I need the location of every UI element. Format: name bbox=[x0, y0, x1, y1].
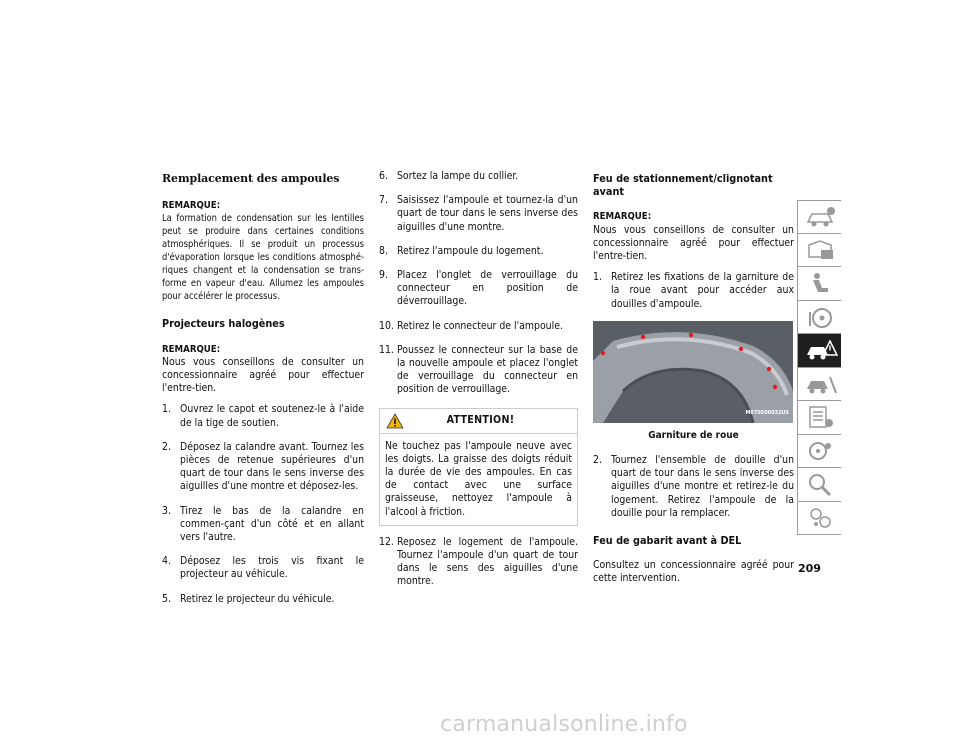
search-index-icon bbox=[804, 471, 838, 498]
caution-title: ATTENTION! bbox=[446, 414, 515, 427]
tab-dashboard[interactable] bbox=[797, 234, 841, 268]
list-item bbox=[379, 170, 578, 183]
tab-emergency[interactable] bbox=[797, 334, 841, 368]
tab-car-info[interactable] bbox=[797, 200, 841, 234]
tab-languages[interactable] bbox=[797, 502, 841, 536]
dashboard-message-icon bbox=[804, 237, 838, 264]
section-heading: Remplacement des ampoules bbox=[162, 172, 340, 185]
list-item bbox=[162, 403, 364, 429]
chapter-tabs bbox=[797, 200, 841, 535]
tab-driving[interactable] bbox=[797, 301, 841, 335]
caution-box bbox=[379, 408, 578, 526]
note-label: REMARQUE: bbox=[162, 343, 221, 355]
step-number: 12. bbox=[379, 535, 394, 548]
step-number: 3. bbox=[162, 504, 171, 517]
column-right bbox=[593, 170, 794, 594]
step-text: Déposez les trois vis fixant le projecteur au véhicule. bbox=[180, 555, 364, 581]
seat-safety-icon bbox=[804, 270, 838, 297]
caution-header bbox=[380, 409, 577, 434]
step-number: 11. bbox=[379, 343, 394, 356]
list-item bbox=[162, 441, 364, 494]
step-text: Tirez le bas de la calandre en commen-çant d'un côté et en allant vers l'autre. bbox=[180, 504, 364, 544]
figure-code: M070500032US bbox=[745, 409, 789, 416]
list-item bbox=[379, 320, 578, 333]
step-list bbox=[593, 454, 794, 520]
figure-caption: Garniture de roue bbox=[648, 429, 739, 441]
column-left bbox=[162, 170, 364, 617]
list-item bbox=[379, 194, 578, 234]
step-number: 1. bbox=[162, 403, 171, 416]
note-text: Nous vous conseillons de consulter un concessionnaire agréé pour effectuer l'entre-tien. bbox=[593, 223, 794, 263]
step-text: Retirez l'ampoule du logement. bbox=[397, 244, 544, 257]
list-item bbox=[379, 536, 578, 589]
step-text: Ouvrez le capot et soutenez-le à l'aide de la tige de soutien. bbox=[180, 403, 364, 429]
step-number: 4. bbox=[162, 555, 171, 568]
step-text: Placez l'onglet de verrouillage du connecteur en position de déverrouillage. bbox=[397, 269, 578, 308]
car-service-icon bbox=[804, 371, 838, 398]
step-number: 9. bbox=[379, 269, 388, 282]
list-item bbox=[379, 245, 578, 258]
emergency-warning-icon bbox=[804, 337, 838, 364]
list-item bbox=[162, 593, 364, 606]
paragraph: Consultez un concessionnaire agréé pour cette intervention. bbox=[593, 559, 794, 585]
section-heading: Feu de stationnement/clignotant avant bbox=[593, 172, 773, 199]
step-number: 10. bbox=[379, 319, 394, 332]
multimedia-icon bbox=[804, 438, 838, 465]
step-list bbox=[162, 403, 364, 605]
warning-triangle-icon bbox=[386, 413, 404, 429]
list-item bbox=[379, 344, 578, 397]
step-list bbox=[379, 536, 578, 589]
list-item bbox=[162, 505, 364, 545]
step-number: 8. bbox=[379, 244, 388, 257]
caution-text: Ne touchez pas l'ampoule neuve avec les doigts. La graisse des doigts réduit la durée de vie des ampoules. En cas de contact avec une surface graisseuse, nettoyez l'ampoule à l'alcool à friction. bbox=[385, 439, 572, 518]
tab-index[interactable] bbox=[797, 468, 841, 502]
language-icon bbox=[804, 505, 838, 532]
note-text: La formation de condensation sur les lentilles peut se produire dans certaines conditions atmosphériques. Il se produit un processus d'évaporation lorsque les conditions atmosphé-riques changent et la condensation se trans-forme en vapeur d'eau. Allumez les ampoules pour accélérer le processus. bbox=[162, 213, 364, 303]
step-list bbox=[379, 170, 578, 397]
step-text: Sortez la lampe du collier. bbox=[397, 170, 519, 182]
step-number: 2. bbox=[593, 454, 602, 467]
step-text: Reposez le logement de l'ampoule. Tournez l'ampoule d'un quart de tour dans le sens des aiguilles d'une montre. bbox=[397, 535, 578, 588]
list-item bbox=[379, 269, 578, 309]
tab-seat-safety[interactable] bbox=[797, 267, 841, 301]
note-label: REMARQUE: bbox=[162, 200, 221, 212]
column-middle bbox=[379, 170, 578, 600]
subsection-heading: Feu de gabarit avant à DEL bbox=[593, 534, 742, 548]
tab-maintenance[interactable] bbox=[797, 401, 841, 435]
step-text: Saisissez l'ampoule et tournez-la d'un quart de tour dans le sens inverse des aiguilles d'une montre. bbox=[397, 194, 578, 233]
subsection-heading: Projecteurs halogènes bbox=[162, 317, 285, 331]
list-item bbox=[593, 271, 794, 311]
note-text: Nous vous conseillons de consulter un concessionnaire agréé pour effectuer l'entre-tien. bbox=[162, 355, 364, 395]
step-text: Déposez la calandre avant. Tournez les pièces de retenue supérieures d'un quart de tour dans le sens inverse des aiguilles d'une montre et déposez-les. bbox=[180, 440, 364, 493]
step-text: Retirez les fixations de la garniture de la roue avant pour accéder aux douilles d'ampoule. bbox=[611, 271, 794, 310]
list-item bbox=[162, 555, 364, 581]
tab-multimedia[interactable] bbox=[797, 435, 841, 469]
step-number: 2. bbox=[162, 440, 171, 453]
step-number: 7. bbox=[379, 194, 388, 207]
step-number: 1. bbox=[593, 271, 602, 284]
step-number: 5. bbox=[162, 592, 171, 605]
note-label: REMARQUE: bbox=[593, 211, 652, 223]
page-number: 209 bbox=[798, 562, 821, 575]
wheel-trim-figure bbox=[593, 321, 793, 423]
step-text: Retirez le projecteur du véhicule. bbox=[180, 592, 335, 605]
step-text: Retirez le connecteur de l'ampoule. bbox=[397, 319, 563, 332]
car-info-icon bbox=[804, 204, 838, 231]
list-item bbox=[593, 454, 794, 520]
step-text: Tournez l'ensemble de douille d'un quart de tour dans le sens inverse des aiguilles d'une montre et retirez-le du logement. Retirez l'ampoule de la douille pour la remplacer. bbox=[611, 454, 794, 519]
step-text: Poussez le connecteur sur la base de la nouvelle ampoule et placez l'onglet de verrouillage du connecteur en position de verrouillage. bbox=[397, 343, 578, 396]
tab-service[interactable] bbox=[797, 368, 841, 402]
step-number: 6. bbox=[379, 170, 388, 182]
maintenance-checklist-icon bbox=[804, 404, 838, 431]
watermark: carmanualsonline.info bbox=[440, 712, 688, 737]
step-list bbox=[593, 271, 794, 311]
steering-wheel-icon bbox=[804, 304, 838, 331]
